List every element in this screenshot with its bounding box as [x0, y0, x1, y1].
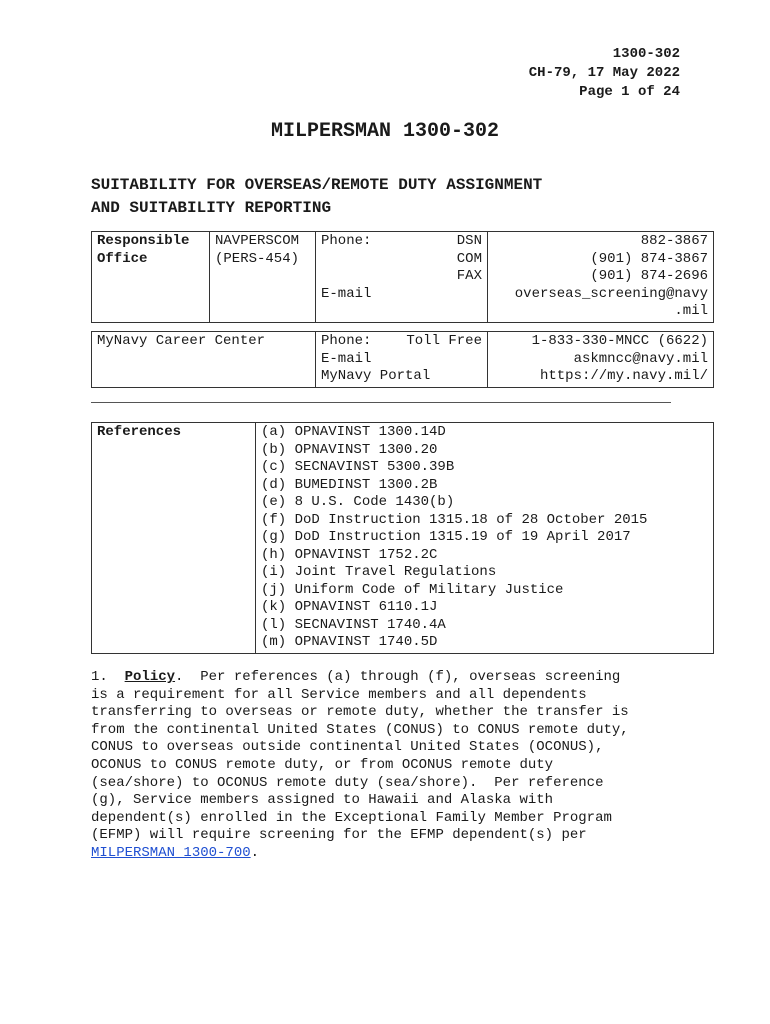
reference-item: (l) SECNAVINST 1740.4A: [261, 616, 446, 633]
contact-types: [316, 232, 488, 323]
page-header: [529, 45, 680, 102]
contact-values: [488, 232, 714, 323]
phone-type: Toll Free: [406, 333, 482, 349]
references-list: [256, 423, 714, 654]
career-center-table: [91, 331, 714, 388]
change-date: CH-79, 17 May 2022: [528, 65, 680, 81]
portal-label: MyNavy Portal: [321, 368, 431, 384]
reference-item: (h) OPNAVINST 1752.2C: [261, 546, 438, 563]
office-org: [210, 232, 316, 323]
phone-number: (901) 874-2696: [590, 268, 708, 284]
paragraph-line: OCONUS to CONUS remote duty, or from OCONUS remote duty: [91, 756, 554, 773]
email-label: E-mail: [321, 285, 372, 302]
phone-number: 882-3867: [640, 233, 708, 249]
article-number: 1300-302: [612, 46, 680, 62]
paragraph-line: (EFMP) will require screening for the EFMP dependent(s) per: [91, 827, 587, 844]
reference-item: (g) DoD Instruction 1315.19 of 19 April 2017: [261, 529, 631, 545]
phone-number: 1-833-330-MNCC (6622): [531, 333, 708, 349]
label-line: Responsible: [97, 233, 190, 249]
document-subject: [91, 174, 691, 220]
references-label: References: [92, 423, 256, 654]
career-center-name: MyNavy Career Center: [92, 332, 316, 388]
reference-item: (k) OPNAVINST 6110.1J: [261, 599, 438, 615]
career-contact-values: [488, 332, 714, 388]
org-line: (PERS-454): [215, 250, 300, 267]
document-title: MILPERSMAN 1300-302: [270, 120, 500, 143]
phone-type: FAX: [456, 268, 482, 284]
email-address-cont: .mil: [674, 303, 708, 319]
phone-type: COM: [456, 250, 482, 267]
page-number: Page 1 of 24: [579, 84, 680, 100]
reference-item: (f) DoD Instruction 1315.18 of 28 October 2015: [261, 511, 648, 528]
paragraph-line: CONUS to overseas outside continental United States (OCONUS),: [91, 739, 604, 756]
responsible-office-table: [91, 231, 714, 323]
milpersman-1300-700-link[interactable]: MILPERSMAN 1300-700: [91, 844, 251, 861]
paragraph-number: 1.: [91, 669, 108, 685]
references-table: [91, 422, 714, 654]
paragraph-end: .: [250, 844, 260, 861]
paragraph-text: . Per references (a) through (f), overseas screening: [175, 669, 621, 685]
policy-heading: Policy: [124, 669, 176, 685]
paragraph-line: transferring to overseas or remote duty, whether the transfer is: [91, 704, 629, 721]
phone-label: Phone:: [321, 233, 372, 249]
policy-paragraph: [91, 669, 691, 863]
email-address: overseas_screening@navy: [514, 285, 708, 302]
subject-line: AND SUITABILITY REPORTING: [91, 199, 332, 217]
reference-item: (d) BUMEDINST 1300.2B: [261, 476, 438, 493]
reference-item: (a) OPNAVINST 1300.14D: [261, 424, 446, 440]
reference-item: (m) OPNAVINST 1740.5D: [261, 634, 438, 650]
label-line: Office: [97, 250, 148, 267]
responsible-office-label: [92, 232, 210, 323]
phone-label: Phone:: [321, 333, 372, 349]
email-label: E-mail: [321, 350, 372, 367]
paragraph-line: is a requirement for all Service members and all dependents: [91, 686, 587, 703]
separator-line: [91, 402, 671, 403]
org-line: NAVPERSCOM: [215, 233, 300, 249]
reference-item: (e) 8 U.S. Code 1430(b): [261, 494, 455, 510]
paragraph-line: (g), Service members assigned to Hawaii and Alaska with: [91, 792, 554, 809]
paragraph-line: dependent(s) enrolled in the Exceptional Family Member Program: [91, 809, 612, 826]
paragraph-line: from the continental United States (CONUS) to CONUS remote duty,: [91, 721, 629, 738]
reference-item: (i) Joint Travel Regulations: [261, 564, 497, 580]
portal-url: https://my.navy.mil/: [539, 368, 708, 384]
email-address: askmncc@navy.mil: [573, 350, 708, 367]
phone-type: DSN: [456, 233, 482, 249]
phone-number: (901) 874-3867: [590, 250, 708, 267]
reference-item: (c) SECNAVINST 5300.39B: [261, 459, 455, 475]
career-contact-types: [316, 332, 488, 388]
paragraph-line: (sea/shore) to OCONUS remote duty (sea/shore). Per reference: [91, 774, 604, 791]
reference-item: (j) Uniform Code of Military Justice: [261, 581, 564, 598]
subject-line: SUITABILITY FOR OVERSEAS/REMOTE DUTY ASSIGNMENT: [91, 176, 543, 194]
reference-item: (b) OPNAVINST 1300.20: [261, 441, 438, 458]
